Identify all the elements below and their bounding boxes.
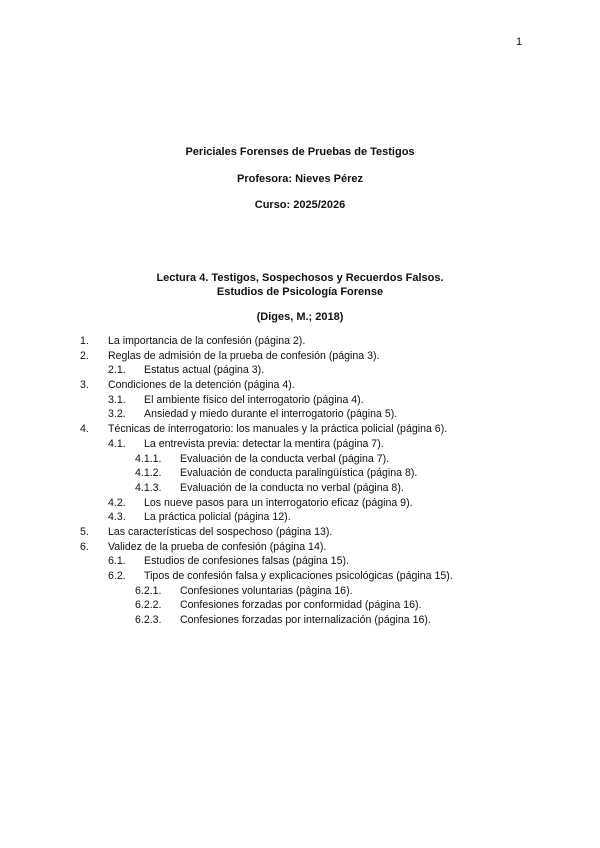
toc-item-text: La entrevista previa: detectar la mentira (página 7). bbox=[144, 437, 384, 450]
citation: (Diges, M.; 2018) bbox=[256, 311, 344, 323]
toc-item-text: Confesiones forzadas por internalización (página 16). bbox=[180, 614, 431, 627]
toc-item bbox=[0, 481, 600, 496]
toc-item-number: 4.3. bbox=[108, 511, 126, 524]
toc-item bbox=[0, 437, 600, 452]
toc-item-text: Estudios de confesiones falsas (página 15). bbox=[144, 555, 349, 568]
toc-item-number: 4.1.2. bbox=[135, 467, 162, 480]
toc-item-number: 1. bbox=[80, 335, 89, 347]
toc-item bbox=[0, 378, 600, 393]
toc-item bbox=[0, 540, 600, 555]
toc-item-number: 6.2. bbox=[108, 570, 126, 582]
toc-item-text: La práctica policial (página 12). bbox=[144, 511, 291, 524]
toc-item-text: Las características del sospechoso (página 13). bbox=[108, 525, 333, 538]
toc-item-number: 6. bbox=[80, 540, 89, 553]
toc-item-number: 2. bbox=[80, 349, 89, 362]
toc-item-number: 4.1.3. bbox=[135, 481, 162, 494]
toc-item bbox=[0, 554, 600, 569]
toc-item bbox=[0, 510, 600, 525]
toc-item-number: 4. bbox=[80, 423, 89, 436]
toc-item-number: 3.2. bbox=[108, 408, 126, 421]
toc-item bbox=[0, 393, 600, 408]
toc-item-text: Tipos de confesión falsa y explicaciones psicológicas (página 15). bbox=[144, 570, 453, 582]
toc-item-number: 6.2.1. bbox=[135, 584, 162, 597]
toc-item-number: 2.1. bbox=[108, 364, 126, 377]
toc-item bbox=[0, 422, 600, 437]
toc-item bbox=[0, 613, 600, 628]
course-year: Curso: 2025/2026 bbox=[254, 199, 346, 211]
toc-item-text: El ambiente físico del interrogatorio (página 4). bbox=[144, 393, 364, 406]
toc-item-text: Los nueve pasos para un interrogatorio eficaz (página 9). bbox=[144, 496, 413, 509]
toc-item bbox=[0, 452, 600, 467]
toc-item-text: Condiciones de la detención (página 4). bbox=[108, 379, 295, 392]
professor: Profesora: Nieves Pérez bbox=[237, 173, 363, 185]
toc-item-text: Evaluación de conducta paralingüística (página 8). bbox=[180, 467, 418, 480]
toc-item bbox=[0, 363, 600, 378]
toc-item-text: Evaluación de la conducta verbal (página 7). bbox=[180, 452, 390, 465]
toc-item-text: Reglas de admisión de la prueba de confesión (página 3). bbox=[108, 349, 380, 362]
reading-title-line1: Lectura 4. Testigos, Sospechosos y Recuerdos Falsos. bbox=[156, 272, 444, 284]
toc-item-number: 4.1.1. bbox=[135, 452, 162, 465]
toc-item-number: 6.1. bbox=[108, 555, 126, 568]
toc-item-number: 6.2.3. bbox=[135, 614, 162, 627]
toc-item bbox=[0, 584, 600, 599]
toc-item bbox=[0, 496, 600, 511]
toc-item bbox=[0, 466, 600, 481]
toc-item-text: La importancia de la confesión (página 2). bbox=[108, 335, 306, 347]
toc-item-number: 4.2. bbox=[108, 496, 126, 509]
page-number: 1 bbox=[516, 36, 523, 48]
table-of-contents bbox=[0, 334, 600, 628]
toc-item-text: Ansiedad y miedo durante el interrogatorio (página 5). bbox=[144, 408, 398, 421]
toc-item-number: 4.1. bbox=[108, 437, 126, 450]
toc-item-text: Evaluación de la conducta no verbal (página 8). bbox=[180, 481, 404, 494]
toc-item-text: Estatus actual (página 3). bbox=[144, 364, 265, 377]
toc-item bbox=[0, 598, 600, 613]
toc-item-text: Confesiones forzadas por conformidad (página 16). bbox=[180, 599, 422, 612]
toc-item-text: Validez de la prueba de confesión (página 14). bbox=[108, 540, 327, 553]
toc-item-text: Técnicas de interrogatorio: los manuales y la práctica policial (página 6). bbox=[108, 423, 448, 436]
course-title: Periciales Forenses de Pruebas de Testigos bbox=[185, 146, 415, 158]
toc-item-number: 5. bbox=[80, 525, 89, 538]
reading-title-line2: Estudios de Psicología Forense bbox=[216, 286, 384, 298]
toc-item-number: 3.1. bbox=[108, 393, 126, 406]
toc-item-number: 3. bbox=[80, 379, 89, 392]
toc-item bbox=[0, 349, 600, 364]
toc-item bbox=[0, 407, 600, 422]
toc-item bbox=[0, 334, 600, 349]
toc-item-number: 6.2.2. bbox=[135, 599, 162, 612]
toc-item-text: Confesiones voluntarias (página 16). bbox=[180, 584, 353, 597]
toc-item bbox=[0, 525, 600, 540]
toc-item bbox=[0, 569, 600, 584]
